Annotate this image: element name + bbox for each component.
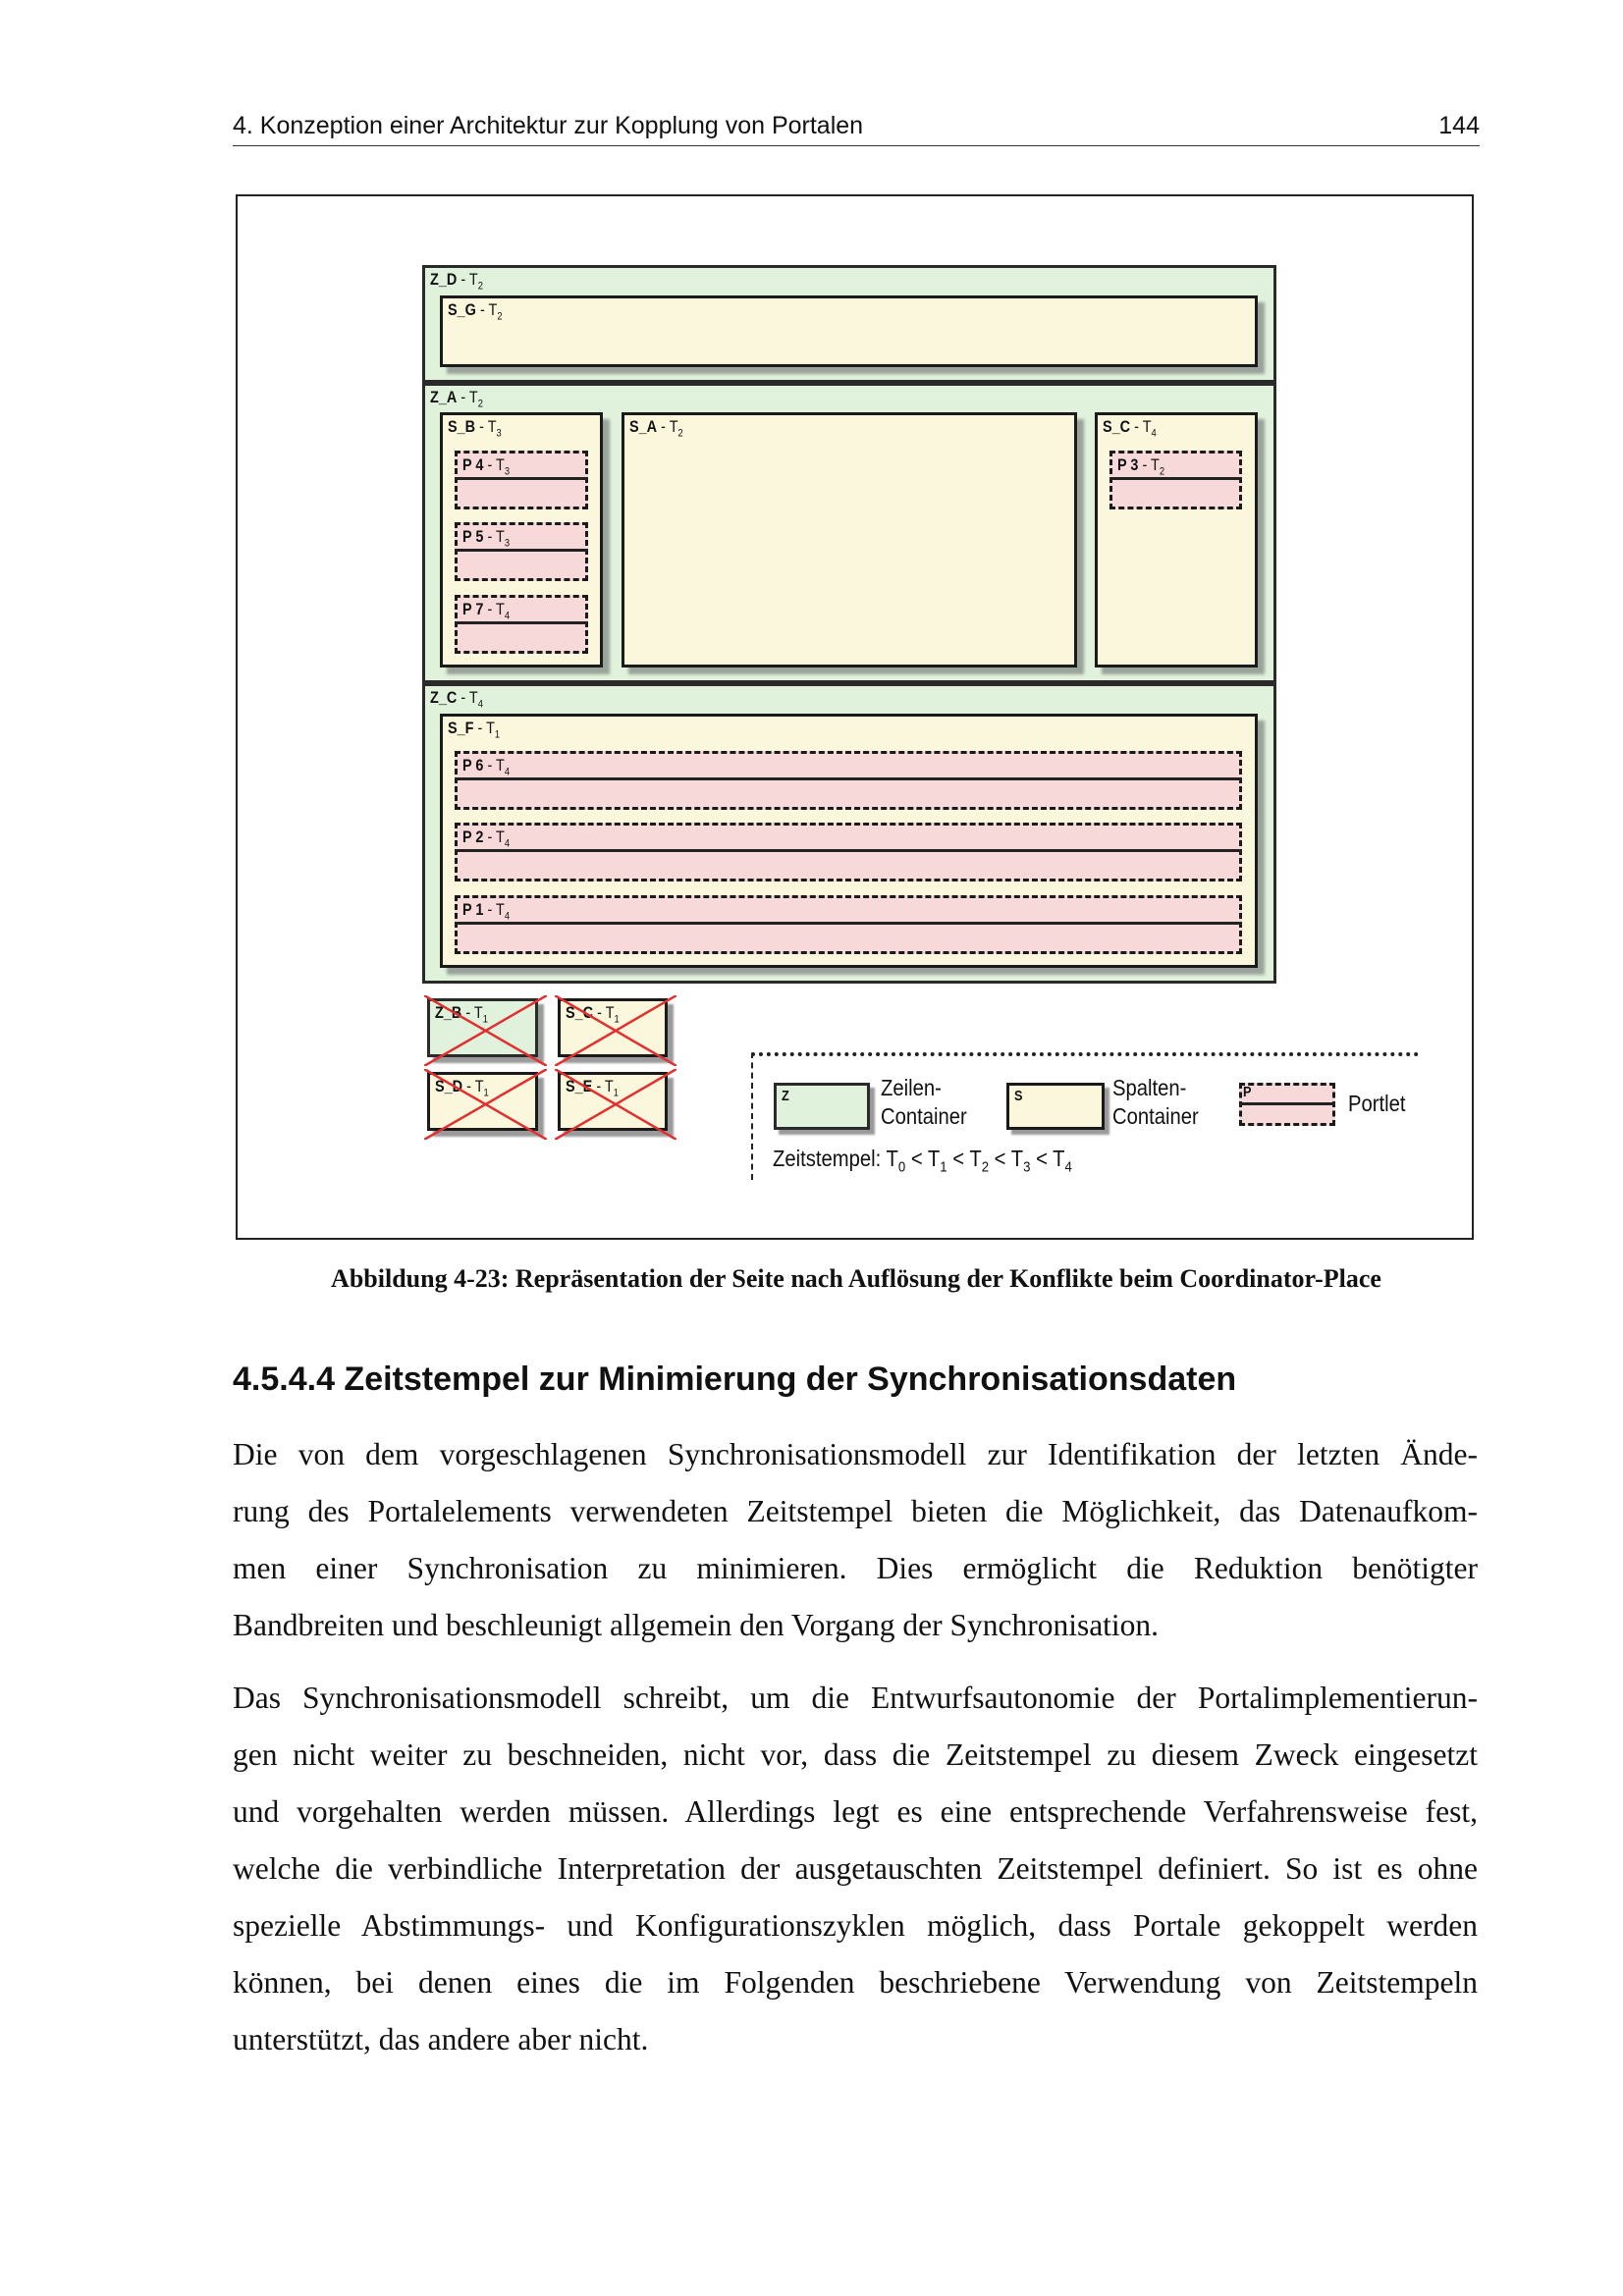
column-container-sg: [440, 295, 1258, 367]
legend-z-label: Zeilen- Container: [881, 1075, 967, 1129]
portlet-p5: [455, 522, 588, 581]
chapter-title: 4. Konzeption einer Architektur zur Kopplung von Portalen: [233, 112, 864, 139]
container-label: P 2- $T_4$: [462, 828, 510, 849]
container-label: S_B- $T_3$: [448, 417, 502, 439]
text-line: men einer Synchronisation zu minimieren. Dies ermöglicht die Reduktion benötigter: [233, 1551, 1478, 1585]
text-line: Bandbreiten und beschleunigt allgemein den Vorgang der Synchronisation.: [233, 1608, 1160, 1642]
container-label: S_C- $T_4$: [1103, 417, 1157, 439]
legend-z-key: Z: [782, 1088, 789, 1104]
container-label: Z_C- $T_4$: [430, 688, 483, 710]
container-label: S_E- $T_1$: [566, 1077, 619, 1098]
text-line: spezielle Abstimmungs- und Konfigurationszyklen möglich, dass Portale gekoppelt werden: [233, 1908, 1478, 1943]
text-line: welche die verbindliche Interpretation der ausgetauschten Zeitstempel definiert. So ist es ohne: [233, 1851, 1478, 1886]
column-container-removed-sc: [558, 998, 668, 1057]
portlet-p6: [455, 751, 1242, 810]
container-label: Z_D- $T_2$: [430, 270, 483, 292]
cross-out-icon: [555, 1069, 676, 1140]
text-line: rung des Portalelements verwendeten Zeitstempel bieten die Möglichkeit, das Datenaufkom-: [233, 1494, 1478, 1528]
legend: [751, 1052, 1419, 1180]
timestamp: T: [1010, 1146, 1024, 1171]
portlet-p3: [1109, 451, 1242, 509]
portlet-p7: [455, 595, 588, 654]
legend-p-swatch: [1239, 1083, 1335, 1126]
container-label: P 1- $T_4$: [462, 900, 510, 922]
timestamp: T: [969, 1146, 982, 1171]
container-label: S_F- $T_1$: [448, 719, 500, 740]
text-line: und vorgehalten werden müssen. Allerdings legt es eine entsprechende Verfahrensweise fest,: [233, 1794, 1478, 1829]
paragraph: [233, 1426, 1478, 1654]
container-label: S_D- $T_1$: [435, 1077, 489, 1098]
portlet-p2: [455, 823, 1242, 881]
text-line: Die von dem vorgeschlagenen Synchronisationsmodell zur Identifikation der letzten Ände-: [233, 1437, 1478, 1471]
timestamp: T: [1053, 1146, 1065, 1171]
text-line: gen nicht weiter zu beschneiden, nicht vor, dass die Zeitstempel zu diesem Zweck eingesetzt: [233, 1737, 1478, 1772]
container-label: P 3- $T_2$: [1117, 455, 1164, 477]
section-heading: 4.5.4.4 Zeitstempel zur Minimierung der Synchronisationsdaten: [233, 1361, 1237, 1398]
figure-caption: Abbildung 4-23: Repräsentation der Seite nach Auflösung der Konflikte beim Coordinator-Place: [331, 1264, 1381, 1293]
running-header: [233, 112, 1480, 146]
container-label: S_A- $T_2$: [629, 417, 683, 439]
timestamp: T: [927, 1146, 941, 1171]
container-label: P 6- $T_4$: [462, 756, 510, 777]
container-label: P 5- $T_3$: [462, 527, 510, 549]
legend-timestamp-order: Zeitstempel: $T_0 < T_1 < T_2 < T_3 < T_4$: [773, 1146, 1072, 1176]
portlet-p4: [455, 451, 588, 509]
column-container-sa: [622, 412, 1077, 667]
row-container-removed-zb: [427, 998, 538, 1057]
column-container-removed-se: [558, 1072, 668, 1131]
text-line: können, bei denen eines die im Folgenden beschriebene Verwendung von Zeitstempeln: [233, 1965, 1478, 2000]
container-label: S_G- $T_2$: [448, 300, 503, 322]
cross-out-icon: [555, 995, 676, 1066]
container-label: P 4- $T_3$: [462, 455, 510, 477]
legend-s-key: S: [1014, 1088, 1023, 1104]
portlet-p1: [455, 895, 1242, 954]
text-line: Das Synchronisationsmodell schreibt, um die Entwurfsautonomie der Portalimplementierun-: [233, 1681, 1478, 1715]
container-label: Z_B- $T_1$: [435, 1003, 488, 1025]
legend-s-swatch: [1006, 1083, 1105, 1130]
container-label: P 7- $T_4$: [462, 600, 510, 621]
timestamp: T: [886, 1146, 898, 1171]
container-label: S_C- $T_1$: [566, 1003, 620, 1025]
legend-z-swatch: [774, 1083, 870, 1130]
container-label: Z_A- $T_2$: [430, 388, 483, 409]
cross-out-icon: [424, 995, 547, 1066]
text-line: unterstützt, das andere aber nicht.: [233, 2022, 649, 2056]
cross-out-icon: [424, 1069, 547, 1140]
paragraph: [233, 1670, 1478, 2068]
column-container-removed-sd: [427, 1072, 538, 1131]
legend-p-key: P: [1243, 1084, 1252, 1100]
legend-p-label: Portlet: [1348, 1091, 1406, 1116]
legend-s-label: Spalten- Container: [1112, 1075, 1199, 1129]
page-number: 144: [1438, 112, 1480, 139]
